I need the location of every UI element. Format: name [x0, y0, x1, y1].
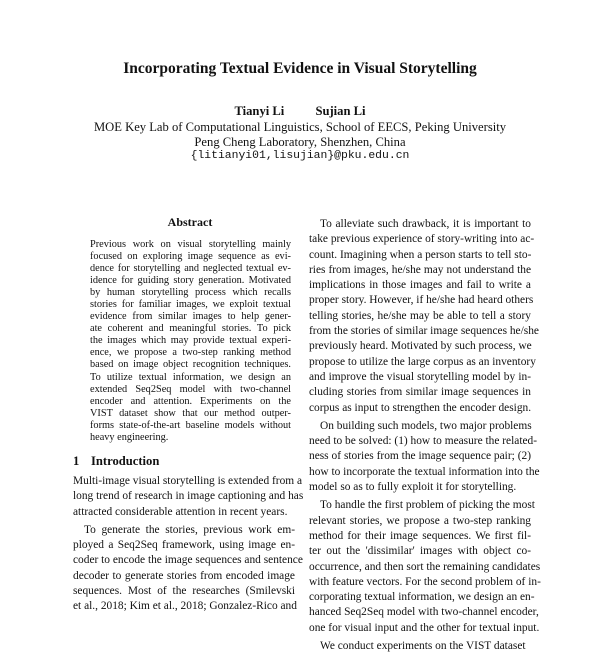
author-list	[0, 104, 600, 119]
abstract-line: encoder and attention. Experiments on the	[90, 395, 291, 407]
body-line: corpus as input to strengthen the encoder design.	[309, 401, 532, 414]
body-line: proper story. However, if he/she had heard others	[309, 294, 534, 307]
intro-line: To generate the stories, previous work em-	[84, 523, 295, 536]
abstract-line: heavy engineering.	[90, 431, 169, 443]
body-line: model so as to fully exploit it for storytelling.	[309, 481, 517, 494]
body-line: how to incorporate the textual information into the	[309, 465, 540, 478]
body-line: take previous experience of story-writing into ac-	[309, 233, 535, 246]
abstract-line: ence, we propose a two-step ranking method	[90, 347, 291, 359]
abstract-line: dence for storytelling and neglected textual ev-	[90, 263, 291, 275]
abstract-line: focused on exploring image sequence as evi-	[90, 251, 291, 263]
body-line: one for visual input and the other for textual input.	[309, 621, 540, 634]
abstract-line: VIST dataset show that our method outper-	[90, 407, 291, 419]
body-line: ries from images, he/she may not understand the	[309, 263, 531, 276]
body-line: ter out the 'dissimilar' images with object co-	[309, 545, 531, 558]
body-line: count. Imagining when a person starts to tell sto-	[309, 248, 532, 261]
abstract-line: based on image object recognition techniques.	[90, 359, 291, 371]
abstract-heading: Abstract	[167, 215, 213, 229]
intro-line: attracted considerable attention in recent years.	[73, 505, 288, 518]
body-line: ness of stories from the image sequence pair; (2)	[309, 450, 531, 463]
body-line: relevant stories, we propose a two-step ranking	[309, 514, 531, 527]
intro-line: decoder to generate stories from encoded image	[73, 569, 295, 582]
body-line: and improve the visual storytelling model by in-	[309, 370, 531, 383]
body-line: corporating textual information, we design an en-	[309, 591, 535, 604]
right-column-body	[309, 217, 541, 654]
body-line: previously heard. Motivated by such process, we	[309, 340, 532, 353]
abstract-body	[90, 239, 291, 444]
author-name: Sujian Li	[315, 104, 366, 118]
intro-body	[73, 474, 304, 615]
abstract-line: Previous work on visual storytelling mainly	[90, 239, 291, 250]
abstract-line: by human storytelling process which recalls	[90, 287, 291, 299]
body-line: cluding stories from similar image sequences in	[309, 386, 531, 399]
abstract-line: To utilize textual information, we design an	[90, 371, 291, 383]
body-line: method for their image sequences. We first fil-	[309, 529, 531, 542]
abstract-line: the images which may provide textual experi-	[90, 335, 291, 347]
intro-line: long trend of research in image captioning and has	[73, 490, 304, 503]
affiliation-line: MOE Key Lab of Computational Linguistics, School of EECS, Peking University	[93, 120, 507, 134]
body-line: telling stories, he/she may be able to tell a story	[309, 309, 531, 322]
abstract-line: idence for guiding story generation. Motivated	[90, 275, 291, 287]
abstract-line: ate coherent and meaningful stories. To pick	[90, 323, 291, 335]
body-line: with feature vectors. For the second problem of in-	[309, 575, 541, 588]
body-line: implications in those images and fail to write a	[309, 279, 531, 292]
intro-line: ployed a Seq2Seq framework, using image en-	[73, 539, 295, 552]
body-line: from the stories of similar image sequences he/she	[309, 325, 539, 338]
abstract-line: forms state-of-the-art baseline models without	[90, 419, 291, 431]
section-heading	[73, 454, 159, 469]
author-email: {litianyi01,lisujian}@pku.edu.cn	[190, 150, 410, 162]
body-line: hanced Seq2Seq model with two-channel encoder,	[309, 606, 539, 619]
intro-line: sequences. Most of the researches (Smilevski	[73, 585, 295, 598]
abstract-line: stories for familiar images, we exploit textual	[90, 299, 291, 311]
abstract-line: extended Seq2Seq model with two-channel	[90, 383, 291, 395]
body-line: need to be solved: (1) how to measure the related-	[309, 435, 538, 448]
intro-line: et al., 2018; Kim et al., 2018; Gonzalez-Rico and	[73, 600, 297, 613]
intro-line: coder to encode the image sequences and sentence	[73, 554, 303, 567]
paper-title: Incorporating Textual Evidence in Visual Storytelling	[123, 60, 477, 77]
intro-line: Multi-image visual storytelling is extended from a	[73, 475, 303, 487]
affiliation-line: Peng Cheng Laboratory, Shenzhen, China	[194, 135, 406, 149]
section-title: Introduction	[91, 454, 160, 468]
abstract-line: evidence from similar images to help gener-	[90, 311, 291, 323]
body-line: propose to utilize the large corpus as an inventory	[309, 355, 536, 368]
body-line: occurrence, and then sort the remaining candidates	[309, 560, 541, 573]
body-line: We conduct experiments on the VIST dataset	[320, 640, 526, 653]
body-line: To alleviate such drawback, it is important to	[320, 218, 531, 230]
author-name: Tianyi Li	[234, 104, 285, 118]
section-number: 1	[73, 454, 80, 468]
body-line: On building such models, two major problems	[320, 419, 532, 432]
body-line: To handle the first problem of picking the most	[320, 499, 535, 512]
